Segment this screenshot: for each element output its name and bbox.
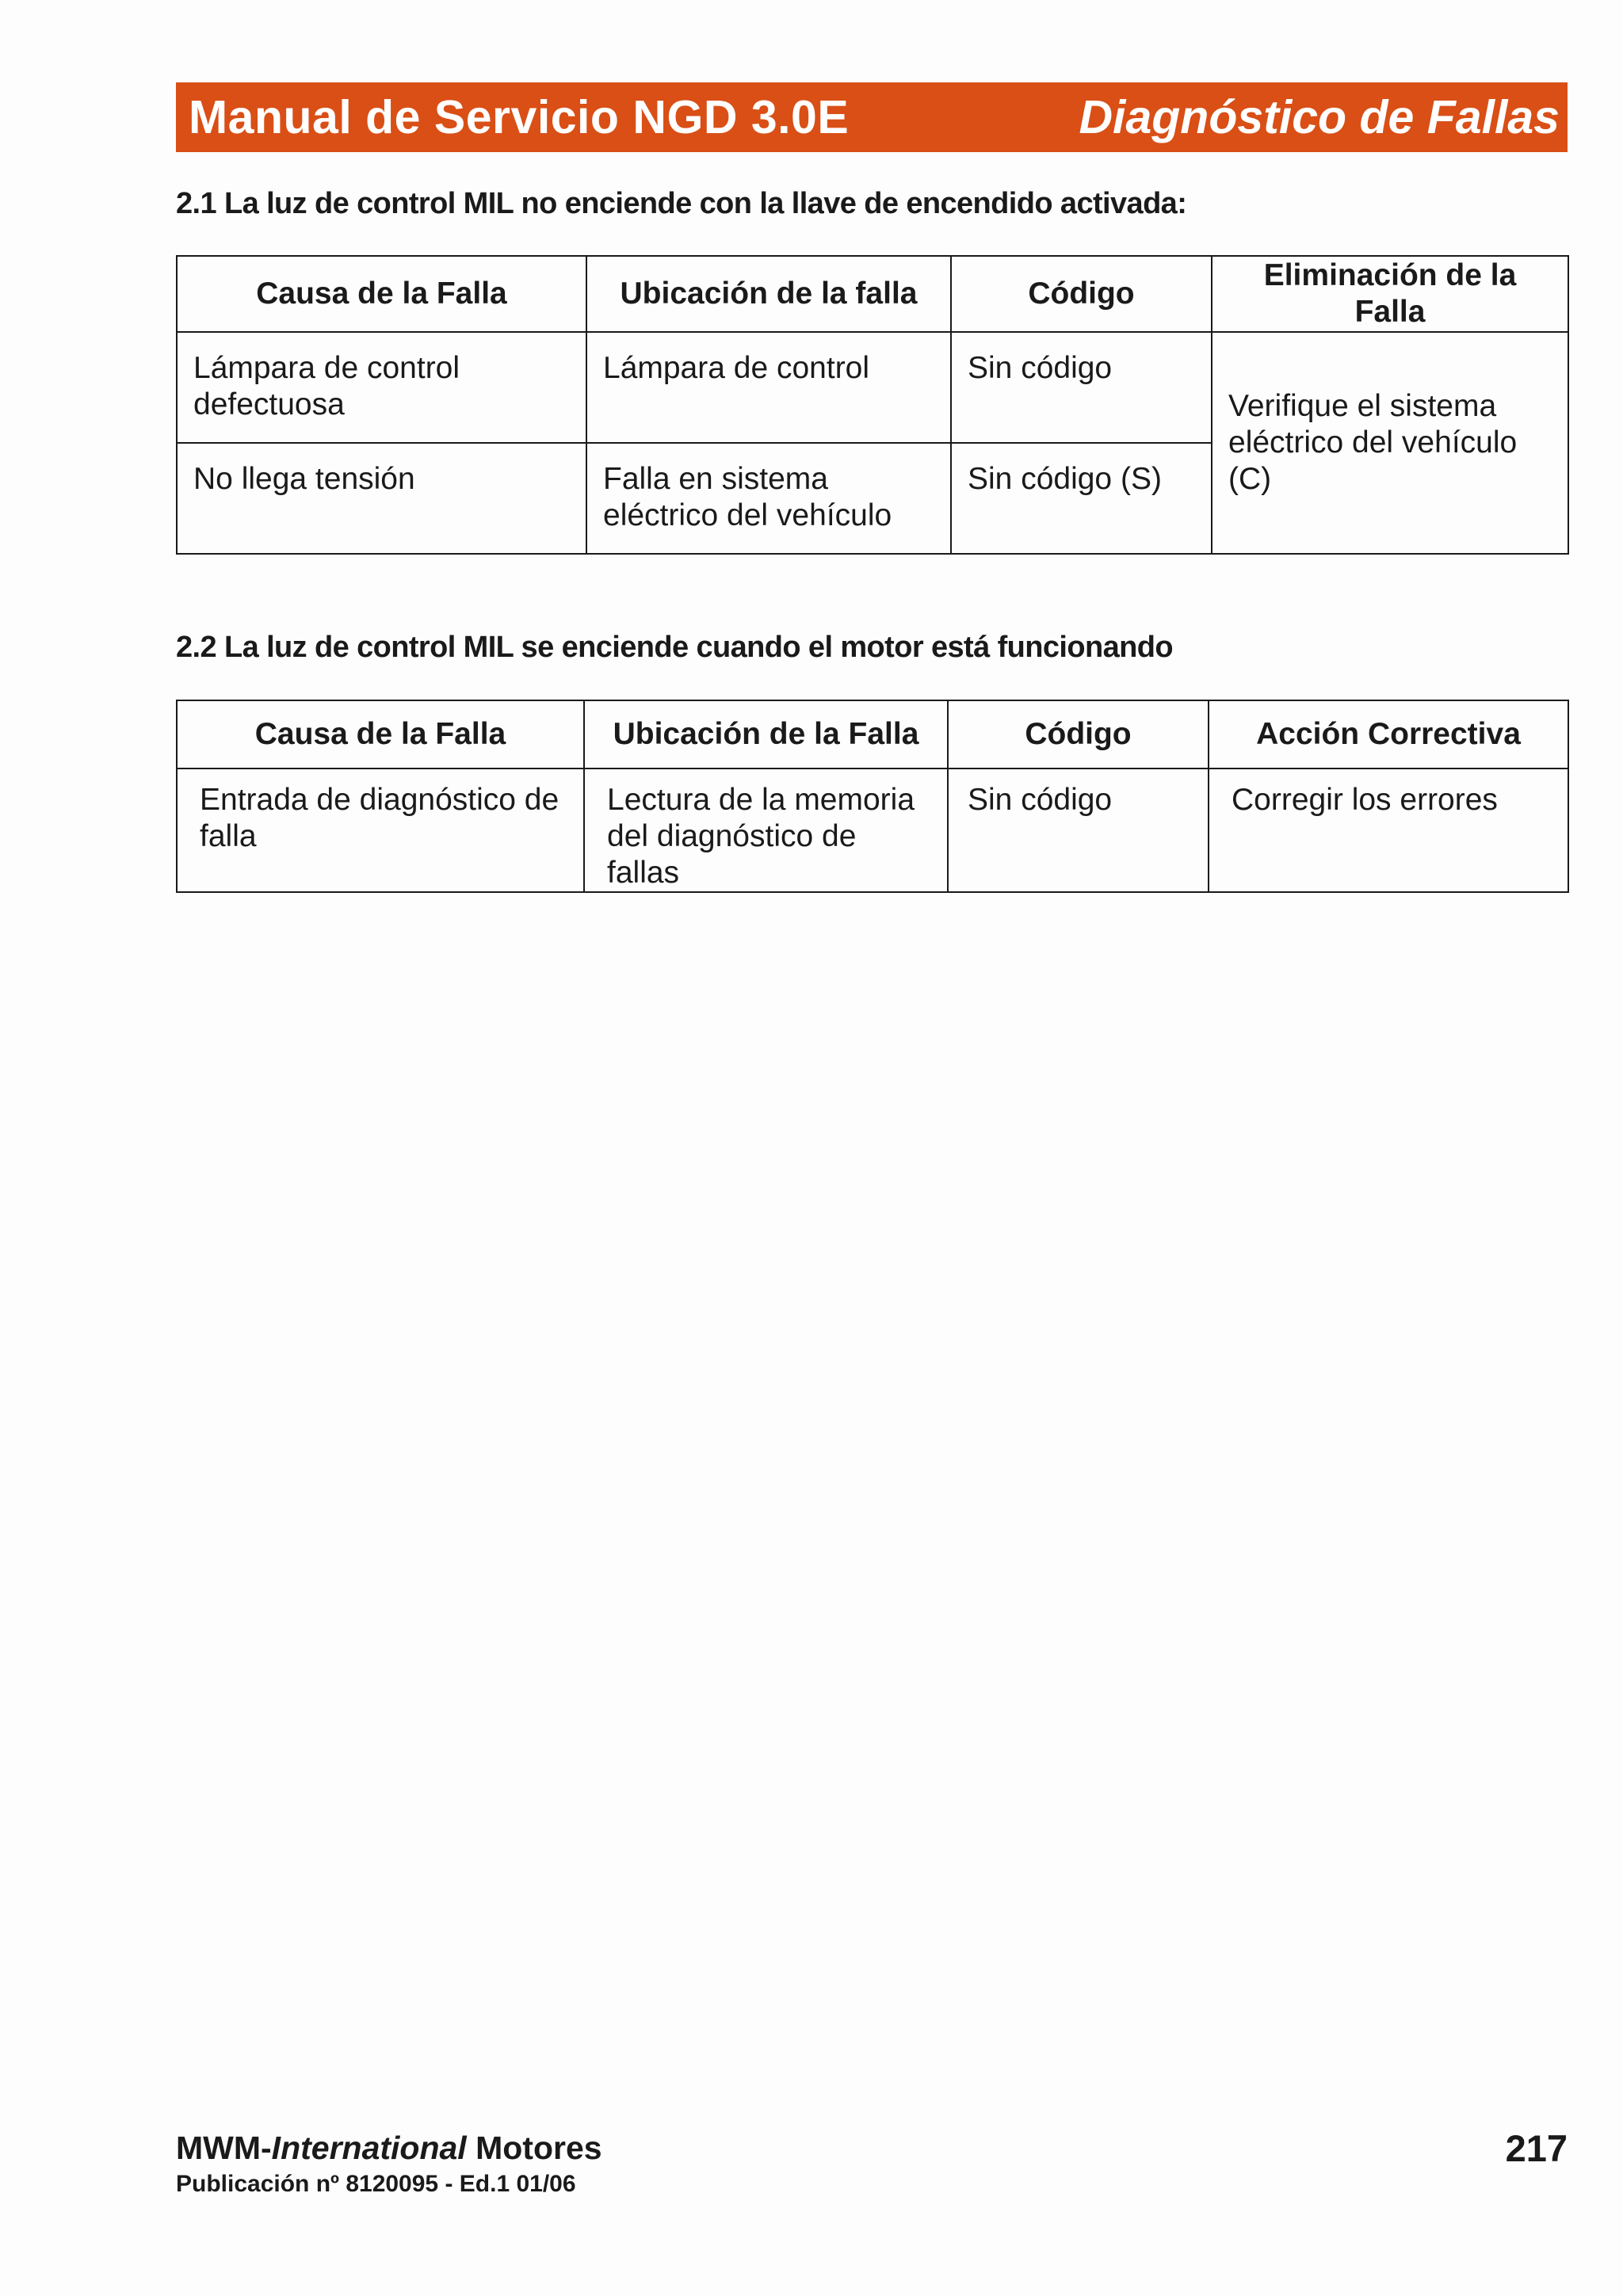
- table-row: [177, 769, 1568, 892]
- brand-prefix: MWM-: [176, 2130, 272, 2166]
- page-number: 217: [1505, 2127, 1568, 2169]
- cell-location: Falla en sistema eléctrico del vehículo: [586, 443, 951, 554]
- header-location: Ubicación de la Falla: [584, 700, 948, 769]
- page-header: [176, 82, 1568, 152]
- cell-cause: No llega tensión: [177, 443, 586, 554]
- header-location: Ubicación de la falla: [586, 256, 951, 332]
- manual-title: Manual de Servicio NGD 3.0E: [189, 91, 850, 143]
- section-title: Diagnóstico de Fallas: [1079, 91, 1560, 143]
- fault-table-2: [176, 700, 1569, 893]
- table-row: [177, 332, 1568, 443]
- brand-suffix: Motores: [466, 2130, 602, 2166]
- cell-location: Lámpara de control: [586, 332, 951, 443]
- section-1-heading: 2.1 La luz de control MIL no enciende con la llave de encendido activada:: [176, 187, 1187, 220]
- table-header-row: [177, 256, 1568, 332]
- header-corrective-action: Acción Correctiva: [1209, 700, 1568, 769]
- fault-table-1: [176, 255, 1569, 555]
- publisher-brand: [176, 2130, 602, 2167]
- section-2-heading: 2.2 La luz de control MIL se enciende cuando el motor está funcionando: [176, 631, 1173, 664]
- header-code: Código: [948, 700, 1209, 769]
- cell-elimination: Verifique el sistema eléctrico del vehículo (C): [1212, 332, 1568, 554]
- brand-italic: International: [271, 2130, 467, 2166]
- header-cause: Causa de la Falla: [177, 700, 584, 769]
- publication-info: Publicación nº 8120095 - Ed.1 01/06: [176, 2171, 576, 2197]
- cell-code: Sin código (S): [951, 443, 1212, 554]
- cell-cause: Lámpara de control defectuosa: [177, 332, 586, 443]
- cell-corrective-action: Corregir los errores: [1209, 769, 1568, 892]
- cell-location: Lectura de la memoria del diagnóstico de fallas: [584, 769, 948, 892]
- header-elimination: Eliminación de la Falla: [1212, 256, 1568, 332]
- header-cause: Causa de la Falla: [177, 256, 586, 332]
- cell-code: Sin código: [948, 769, 1209, 892]
- header-code: Código: [951, 256, 1212, 332]
- cell-code: Sin código: [951, 332, 1212, 443]
- table-header-row: [177, 700, 1568, 769]
- cell-cause: Entrada de diagnóstico de falla: [177, 769, 584, 892]
